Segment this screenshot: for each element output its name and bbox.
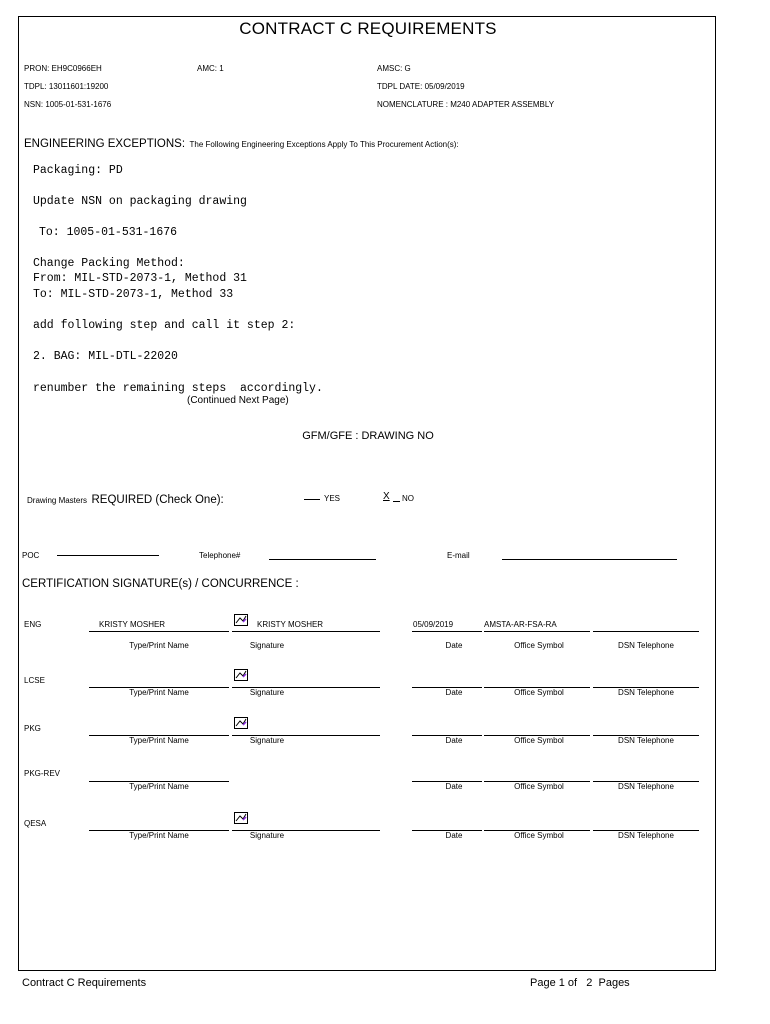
signature-icon[interactable] xyxy=(234,812,248,824)
exception-line: 2. BAG: MIL-DTL-22020 xyxy=(33,350,178,363)
caption-signature: Signature xyxy=(249,736,285,745)
role-label-eng: ENG xyxy=(24,620,42,629)
telephone-label: Telephone# xyxy=(199,551,241,560)
caption-signature: Signature xyxy=(249,688,285,697)
exception-line: Change Packing Method: xyxy=(33,257,185,270)
amc-field: AMC: 1 xyxy=(197,64,224,73)
eng-office-symbol: AMSTA-AR-FSA-RA xyxy=(484,620,557,629)
caption-signature: Signature xyxy=(249,641,285,650)
caption-office: Office Symbol xyxy=(514,688,564,697)
poc-field-line[interactable] xyxy=(57,555,159,556)
yes-checkbox-line[interactable] xyxy=(304,489,320,500)
caption-office: Office Symbol xyxy=(514,782,564,791)
caption-office: Office Symbol xyxy=(514,831,564,840)
caption-dsn: DSN Telephone xyxy=(618,736,674,745)
email-label: E-mail xyxy=(447,551,470,560)
caption-signature: Signature xyxy=(249,831,285,840)
poc-label: POC xyxy=(22,551,40,560)
caption-dsn: DSN Telephone xyxy=(618,782,674,791)
amsc-field: AMSC: G xyxy=(377,64,411,73)
telephone-field-line[interactable] xyxy=(269,559,376,560)
continued-note: (Continued Next Page) xyxy=(187,395,289,406)
signature-icon[interactable] xyxy=(234,614,248,626)
no-check-line xyxy=(393,491,400,502)
exception-line: Packaging: PD xyxy=(33,164,123,177)
page-indicator: Page 1 of 2 Pages xyxy=(530,977,630,989)
drawing-masters-row: Drawing Masters REQUIRED (Check One): xyxy=(27,494,224,506)
caption-name: Type/Print Name xyxy=(129,688,189,697)
exception-line: From: MIL-STD-2073-1, Method 31 xyxy=(33,272,247,285)
caption-date: Date xyxy=(445,641,463,650)
nomenclature-field: NOMENCLATURE : M240 ADAPTER ASSEMBLY xyxy=(377,100,555,109)
caption-name: Type/Print Name xyxy=(129,782,189,791)
caption-office: Office Symbol xyxy=(514,641,564,650)
eng-signature-name: KRISTY MOSHER xyxy=(257,620,324,629)
yes-option: YES xyxy=(324,494,341,503)
no-check-mark[interactable]: X xyxy=(383,491,390,502)
no-option: NO xyxy=(402,494,414,503)
pron-field: PRON: EH9C0966EH xyxy=(24,64,102,73)
tdpl-date-field: TDPL DATE: 05/09/2019 xyxy=(377,82,465,91)
signature-icon[interactable] xyxy=(234,669,248,681)
engineering-exceptions-heading: ENGINEERING EXCEPTIONS: The Following Engineering Exceptions Apply To This Procurement Action(s): xyxy=(24,138,459,150)
page-title: CONTRACT C REQUIREMENTS xyxy=(239,19,497,38)
exception-line: add following step and call it step 2: xyxy=(33,319,296,332)
exception-line: renumber the remaining steps accordingly. xyxy=(33,382,323,395)
gfm-gfe-label: GFM/GFE : DRAWING NO xyxy=(302,430,434,442)
eng-date: 05/09/2019 xyxy=(413,620,454,629)
email-field-line[interactable] xyxy=(502,559,677,560)
signature-icon[interactable] xyxy=(234,717,248,729)
caption-name: Type/Print Name xyxy=(129,641,189,650)
caption-date: Date xyxy=(445,831,463,840)
role-label-pkg-rev: PKG-REV xyxy=(24,769,61,778)
tdpl-field: TDPL: 13011601:19200 xyxy=(24,82,109,91)
caption-date: Date xyxy=(445,688,463,697)
caption-name: Type/Print Name xyxy=(129,736,189,745)
nsn-field: NSN: 1005-01-531-1676 xyxy=(24,100,112,109)
exception-line: To: MIL-STD-2073-1, Method 33 xyxy=(33,288,234,301)
caption-dsn: DSN Telephone xyxy=(618,688,674,697)
role-label-pkg: PKG xyxy=(24,724,41,733)
caption-dsn: DSN Telephone xyxy=(618,641,674,650)
role-label-lcse: LCSE xyxy=(24,676,45,685)
caption-office: Office Symbol xyxy=(514,736,564,745)
certification-heading: CERTIFICATION SIGNATURE(s) / CONCURRENCE : xyxy=(22,578,299,590)
footer-title: Contract C Requirements xyxy=(22,977,147,989)
document-frame xyxy=(18,16,716,971)
caption-date: Date xyxy=(445,736,463,745)
caption-date: Date xyxy=(445,782,463,791)
caption-name: Type/Print Name xyxy=(129,831,189,840)
exception-line: Update NSN on packaging drawing xyxy=(33,195,247,208)
role-label-qesa: QESA xyxy=(24,819,47,828)
exception-line: To: 1005-01-531-1676 xyxy=(39,226,178,239)
caption-dsn: DSN Telephone xyxy=(618,831,674,840)
eng-name: KRISTY MOSHER xyxy=(99,620,166,629)
